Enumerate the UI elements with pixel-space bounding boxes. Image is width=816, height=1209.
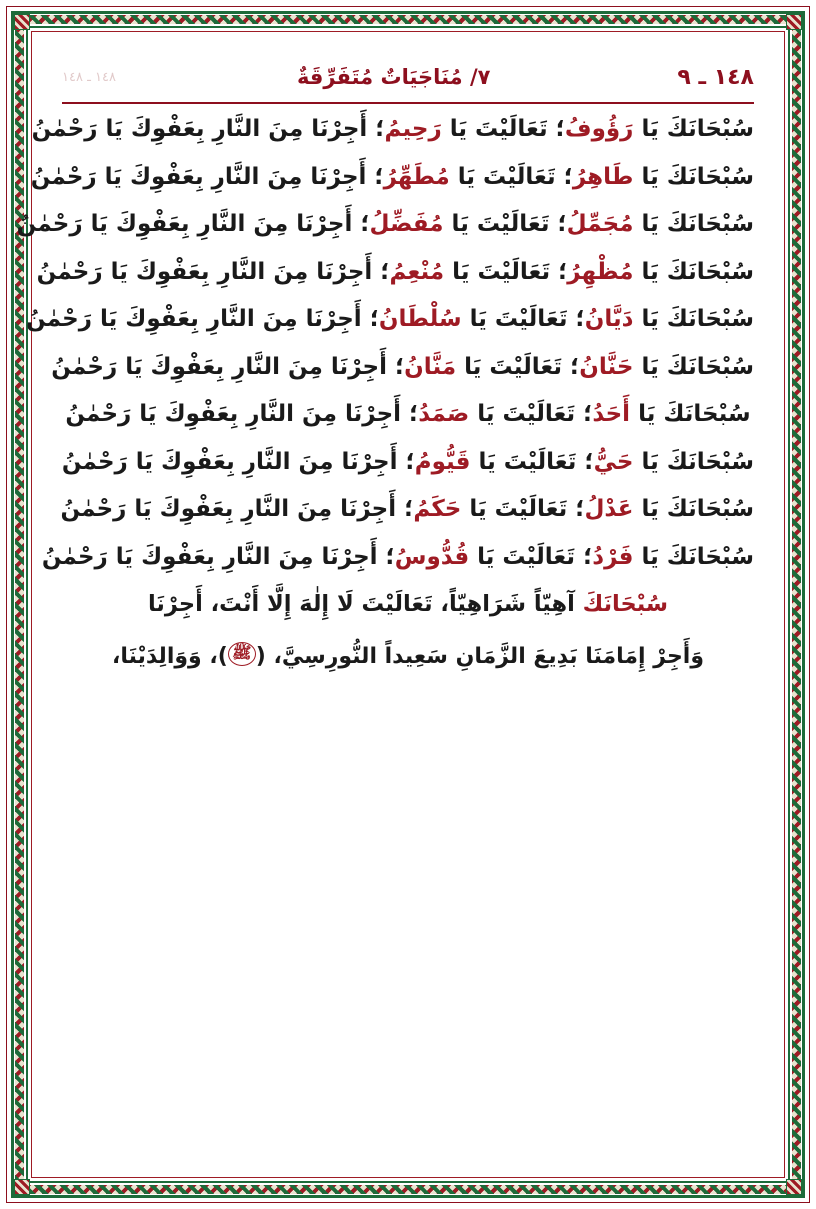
prayer-text-segment: ؛ تَعَالَيْتَ يَا [443, 211, 567, 237]
divine-name-highlight: حَيُّ [593, 448, 634, 475]
prayer-line [31, 116, 754, 142]
prayer-line [30, 163, 754, 190]
prayer-text-segment: ؛ أَجِرْنَا مِنَ النَّارِ بِعَفْوِكَ يَا رَحْمٰنُ [61, 448, 415, 475]
prayer-text-segment: ؛ تَعَالَيْتَ يَا [469, 401, 593, 427]
prayer-text-segment: سُبْحَانَكَ يَا [633, 163, 754, 190]
prayer-line [16, 211, 754, 237]
prayer-text-segment: ؛ أَجِرْنَا مِنَ النَّارِ بِعَفْوِكَ يَا رَحْمٰنُ [60, 496, 414, 522]
prayer-text-segment: سُبْحَانَكَ يَا [633, 448, 754, 475]
prayer-text-segment: ؛ أَجِرْنَا مِنَ النَّارِ بِعَفْوِكَ يَا رَحْمٰنُ [65, 401, 419, 427]
divine-name-highlight: مُطَهِّرُ [383, 163, 450, 190]
prayer-text-segment: )، وَوَالِدَيْنَا، [111, 643, 228, 669]
prayer-text-segment: ؛ أَجِرْنَا مِنَ النَّارِ بِعَفْوِكَ يَا رَحْمٰنُ [30, 163, 384, 190]
header-side-note: ١٤٨ ـ ١٤٨ [62, 69, 116, 85]
page-number: ١٤٨ ـ ٩ [677, 64, 754, 90]
prayer-line [62, 403, 754, 426]
divine-name-highlight: سُلْطَانُ [378, 306, 462, 332]
divine-name-highlight: قُدُّوسُ [394, 543, 470, 570]
prayer-text-segment: ؛ أَجِرْنَا مِنَ النَّارِ بِعَفْوِكَ يَا رَحْمٰنُ [41, 543, 395, 570]
prayer-text-segment: ؛ أَجِرْنَا مِنَ النَّارِ بِعَفْوِكَ يَا رَحْمٰنُ [26, 306, 379, 332]
divine-name-highlight: عَدْلُ [584, 496, 634, 522]
divine-name-highlight: مَنَّانُ [404, 353, 457, 380]
prayer-line [51, 353, 754, 380]
prayer-text-segment: سُبْحَانَكَ يَا [633, 116, 754, 142]
divine-name-highlight: حَكَمُ [413, 496, 462, 522]
prayer-text-segment: ؛ تَعَالَيْتَ يَا [470, 448, 594, 475]
prayer-text-segment: ؛ أَجِرْنَا مِنَ النَّارِ بِعَفْوِكَ يَا رَحْمٰنُ [16, 211, 370, 237]
prayer-text-segment: ؛ تَعَالَيْتَ يَا [469, 543, 593, 570]
prayer-line [41, 543, 754, 570]
prayer-text-body [16, 104, 754, 1163]
prayer-text-segment: ؛ تَعَالَيْتَ يَا [456, 353, 580, 380]
page-content [16, 36, 780, 1173]
prayer-text-segment: ؛ تَعَالَيْتَ يَا [444, 258, 568, 285]
corner-ornament-bottom-right [786, 1179, 802, 1195]
prayer-text-segment: سُبْحَانَكَ يَا [633, 496, 754, 522]
prayer-text-segment: سُبْحَانَكَ يَا [633, 543, 754, 570]
divine-name-highlight: دَيَّانُ [584, 306, 634, 332]
prayer-line [26, 306, 754, 332]
corner-ornament-top-right [786, 14, 802, 30]
page-title: ٧/ مُنَاجَيَاتٌ مُتَفَرِّقَةٌ [296, 65, 491, 89]
divine-name-highlight: مُظْهِرُ [567, 258, 634, 285]
prayer-text-segment: سُبْحَانَكَ يَا [633, 306, 754, 332]
page-header [62, 54, 754, 100]
prayer-text-segment: ؛ تَعَالَيْتَ يَا [449, 163, 573, 190]
divine-name-highlight: رَحِيمُ [384, 116, 442, 142]
prayer-text-segment: ؛ تَعَالَيْتَ يَا [461, 496, 585, 522]
divine-name-highlight: طَاهِرُ [572, 163, 634, 190]
divine-name-highlight: سُبْحَانَكَ [582, 591, 669, 617]
divine-name-highlight: مُنْعِمُ [389, 258, 445, 285]
prayer-line [62, 593, 754, 616]
prayer-text-segment: ؛ تَعَالَيْتَ يَا [441, 116, 565, 142]
prayer-text-segment: سُبْحَانَكَ يَا [633, 353, 754, 380]
corner-ornament-top-left [14, 14, 30, 30]
prayer-text-segment: ؛ أَجِرْنَا مِنَ النَّارِ بِعَفْوِكَ يَا رَحْمٰنُ [31, 116, 385, 142]
divine-name-highlight: رَؤُوفُ [564, 116, 634, 142]
divine-name-highlight: أَحَدُ [592, 401, 631, 427]
salawat-glyph-icon: ﷺ [228, 642, 256, 666]
prayer-text-segment: ؛ أَجِرْنَا مِنَ النَّارِ بِعَفْوِكَ يَا رَحْمٰنُ [51, 353, 405, 380]
divine-name-highlight: قَيُّومُ [414, 448, 471, 475]
prayer-text-segment: وَأَجِرْ إِمَامَنَا بَدِيعَ الزَّمَانِ سَعِيداً النُّورِسِيَّ، ( [255, 643, 705, 669]
prayer-line [36, 258, 754, 285]
divine-name-highlight: مُفَضِّلُ [369, 211, 444, 237]
prayer-text-segment: ؛ تَعَالَيْتَ يَا [461, 306, 585, 332]
prayer-line [61, 448, 754, 475]
divine-name-highlight: فَرْدُ [592, 543, 634, 570]
corner-ornament-bottom-left [14, 1179, 30, 1195]
divine-name-highlight: حَنَّانُ [579, 353, 634, 380]
prayer-line [62, 498, 754, 521]
prayer-text-segment: سُبْحَانَكَ يَا [633, 211, 754, 237]
prayer-text-segment: آهِيّاً شَرَاهِيّاً، تَعَالَيْتَ لَا إِلٰهَ إِلَّا أَنْتَ، أَجِرْنَا [147, 591, 583, 617]
prayer-line [62, 642, 754, 668]
divine-name-highlight: مُجَمِّلُ [566, 211, 634, 237]
prayer-text-segment: ؛ أَجِرْنَا مِنَ النَّارِ بِعَفْوِكَ يَا رَحْمٰنُ [36, 258, 390, 285]
prayer-text-segment: سُبْحَانَكَ يَا [633, 258, 754, 285]
prayer-text-segment: سُبْحَانَكَ يَا [630, 401, 751, 427]
divine-name-highlight: صَمَدُ [418, 401, 470, 427]
